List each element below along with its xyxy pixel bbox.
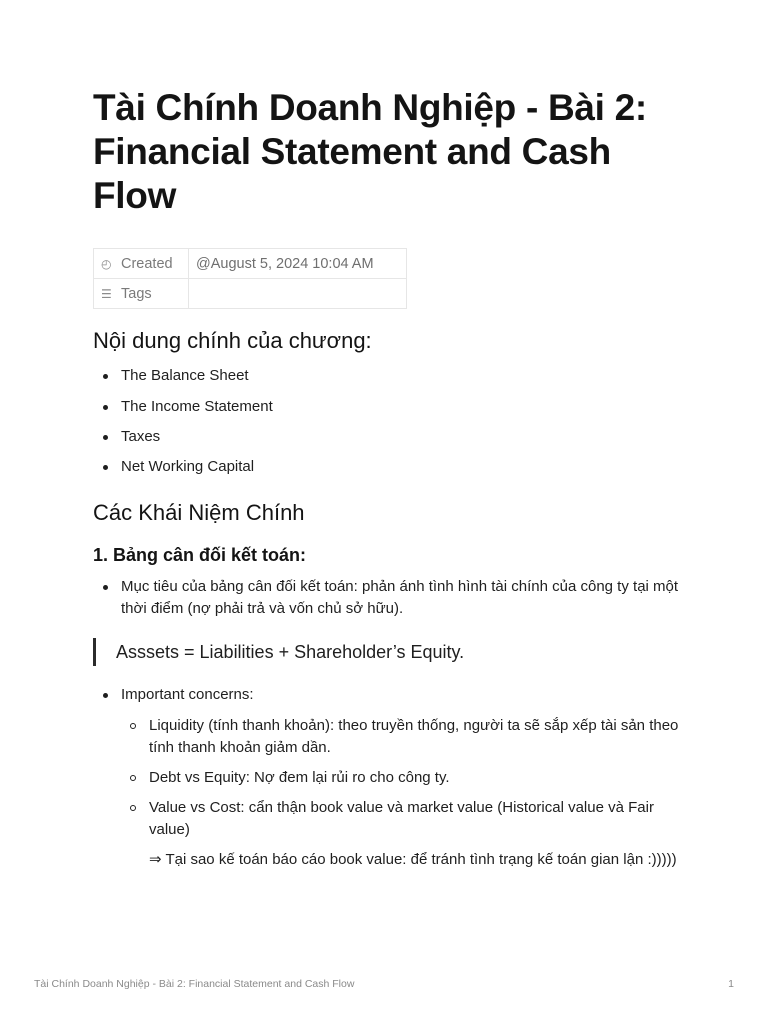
page-title: Tài Chính Doanh Nghiệp - Bài 2: Financial Statement and Cash Flow [93,87,647,216]
list-item: Net Working Capital [93,456,683,478]
list-item: The Balance Sheet [93,365,683,387]
section-heading-key-concepts: Các Khái Niệm Chính [93,500,305,525]
section-heading-main-content: Nội dung chính của chương: [93,328,372,353]
property-value-tags[interactable] [189,279,407,309]
sub-list-item: Debt vs Equity: Nợ đem lại rủi ro cho công ty. [121,767,683,789]
sub-list-item [121,797,683,871]
clock-icon: ◴ [101,256,112,271]
properties-table [93,248,407,309]
footer-title: Tài Chính Doanh Nghiệp - Bài 2: Financial Statement and Cash Flow [34,978,355,990]
property-value-created[interactable]: @August 5, 2024 10:04 AM [189,249,407,279]
concerns-list [93,684,683,879]
concern-note: ⇒ Tại sao kế toán báo cáo book value: để tránh tình trạng kế toán gian lận :))))) [149,851,677,868]
main-content-list [93,365,683,478]
concern-text: Value vs Cost: cẩn thận book value và market value (Historical value và Fair value) [149,799,654,838]
sub-list-item: Liquidity (tính thanh khoản): theo truyền thống, người ta sẽ sắp xếp tài sản theo tính thanh khoản giảm dần. [121,715,683,759]
balance-sheet-list [93,576,683,620]
list-icon: ☰ [101,286,112,301]
list-item [93,684,683,871]
property-key-label: Created [121,255,173,272]
list-item: The Income Statement [93,396,683,418]
concerns-label: Important concerns: [121,686,254,703]
sub-heading-balance-sheet: 1. Bảng cân đối kết toán: [93,545,307,565]
concerns-sublist [121,715,683,871]
property-key [94,279,189,309]
list-item: Mục tiêu của bảng cân đối kết toán: phản ánh tình hình tài chính của công ty tại một thời điểm (nợ phải trả và vốn chủ sở hữu). [93,576,683,620]
property-row-tags [94,279,407,309]
property-key [94,249,189,279]
equation-quote: Asssets = Liabilities + Shareholder’s Equity. [93,638,706,666]
property-key-label: Tags [121,285,152,302]
property-row-created [94,249,407,279]
page-number: 1 [728,978,734,990]
list-item: Taxes [93,426,683,448]
